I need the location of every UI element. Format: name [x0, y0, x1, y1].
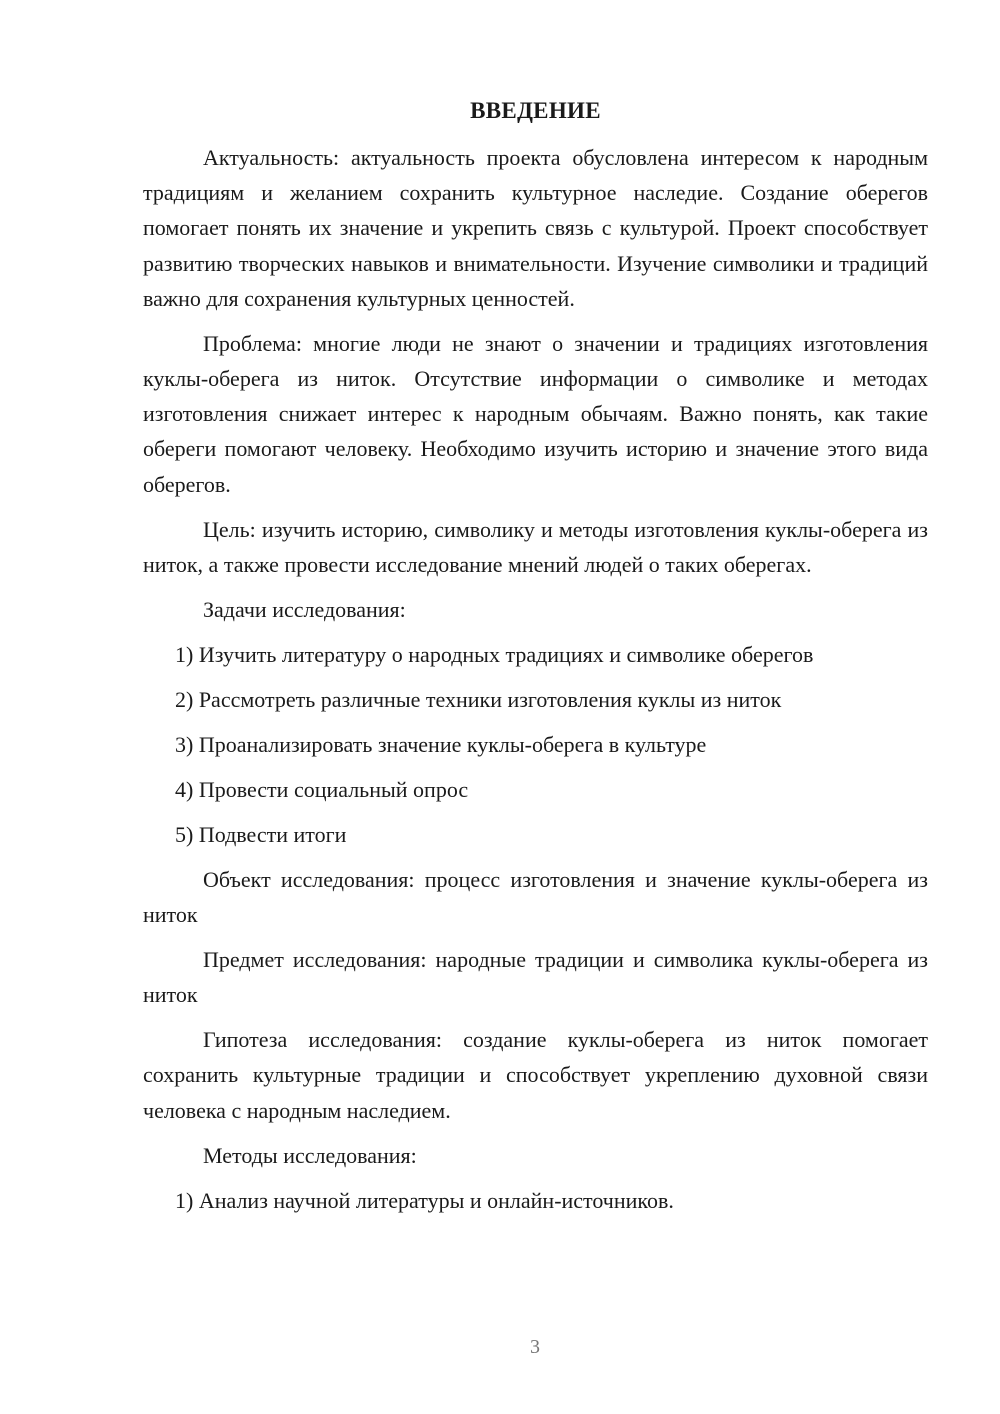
hypothesis-paragraph: Гипотеза исследования: создание куклы-оберега из ниток помогает сохранить культурные традиции и способствует укреплению духовной связи человека с народным наследием. — [143, 1027, 928, 1123]
problem-paragraph: Проблема: многие люди не знают о значении и традициях изготовления куклы-оберега из ниток. Отсутствие информации о символике и методах изготовления снижает интерес к народным обычаям. Важно понять, как такие обереги помогают человеку. Необходимо изучить историю и значение этого вида оберегов. — [143, 330, 928, 497]
subject-paragraph: Предмет исследования: народные традиции и символика куклы-оберега из ниток — [143, 947, 928, 1008]
method-item: 1) Анализ научной литературы и онлайн-источников. — [175, 1187, 674, 1213]
tasks-label: Задачи исследования: — [203, 596, 406, 622]
task-item: 2) Рассмотреть различные техники изготовления куклы из ниток — [175, 686, 782, 712]
methods-label: Методы исследования: — [203, 1142, 417, 1168]
task-item: 1) Изучить литературу о народных традициях и символике оберегов — [175, 641, 814, 667]
methods-list — [143, 1183, 928, 1218]
task-item: 3) Проанализировать значение куклы-оберега в культуре — [175, 731, 707, 757]
task-item: 5) Подвести итоги — [175, 821, 347, 847]
goal-paragraph: Цель: изучить историю, символику и методы изготовления куклы-оберега из ниток, а также провести исследование мнений людей о таких оберегах. — [143, 516, 928, 577]
document-body — [143, 96, 928, 1228]
relevance-paragraph: Актуальность: актуальность проекта обусловлена интересом к народным традициям и желанием сохранить культурное наследие. Создание оберегов помогает понять их значение и укрепить связь с культурой. Проект способствует развитию творческих навыков и внимательности. Изучение символики и традиций важно для сохранения культурных ценностей. — [143, 145, 928, 311]
task-item: 4) Провести социальный опрос — [175, 776, 469, 802]
tasks-list — [143, 637, 928, 852]
section-title: ВВЕДЕНИЕ — [470, 98, 601, 123]
page-number: 3 — [530, 1336, 540, 1358]
object-paragraph: Объект исследования: процесс изготовления и значение куклы-оберега из ниток — [143, 866, 928, 928]
